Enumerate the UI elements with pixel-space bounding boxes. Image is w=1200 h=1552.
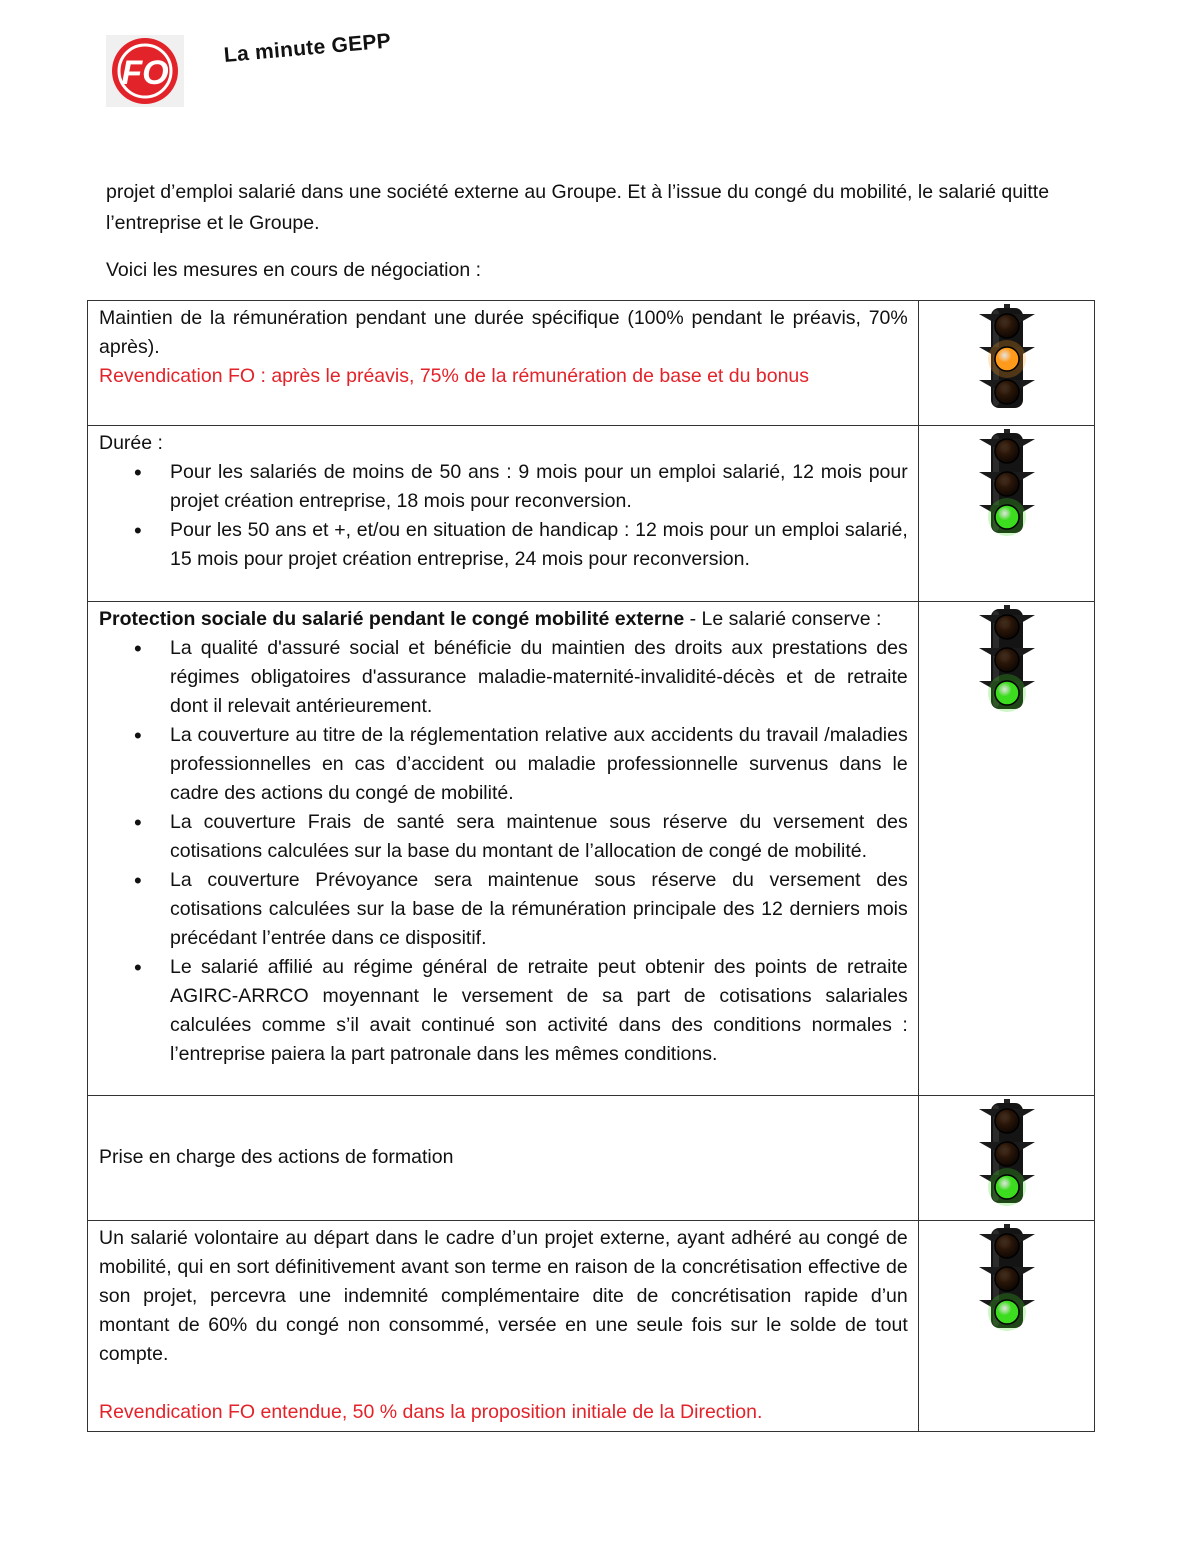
status-cell bbox=[918, 1096, 1094, 1221]
fo-claim: Revendication FO : après le préavis, 75% de la rémunération de base et du bonus bbox=[99, 365, 810, 387]
measure-cell bbox=[88, 426, 919, 602]
fo-logo bbox=[106, 35, 184, 107]
traffic-light-green-icon bbox=[971, 1224, 1043, 1341]
bullet-list bbox=[99, 458, 908, 574]
list-item: • La couverture Prévoyance sera maintenue sous réserve du versement des cotisations calculées sur la base de la rémunération principale des 12 derniers mois précédant l’entrée dans ce dispositif. bbox=[170, 866, 908, 953]
intro-paragraph: projet d’emploi salarié dans une société externe au Groupe. Et à l’issue du congé du mobilité, le salarié quitte l’entreprise et le Groupe. bbox=[106, 181, 1050, 234]
table-row bbox=[88, 301, 1095, 426]
traffic-light-green-icon bbox=[971, 1099, 1043, 1216]
table-row bbox=[88, 602, 1095, 1096]
list-item: • La qualité d'assuré social et bénéficie du maintien des droits aux prestations des régimes obligatoires d'assurance maladie-maternité-invalidité-décès et de retraite dont il relevait antérieurement. bbox=[170, 634, 908, 721]
measure-title-bold: Protection sociale du salarié pendant le congé mobilité externe bbox=[99, 608, 685, 630]
measure-title: Durée : bbox=[99, 432, 163, 454]
list-item: • Pour les salariés de moins de 50 ans : 9 mois pour un emploi salarié, 12 mois pour projet création entreprise, 18 mois pour reconversion. bbox=[170, 458, 908, 516]
measures-table bbox=[87, 300, 1095, 1432]
measure-cell bbox=[88, 602, 919, 1096]
fo-claim: Revendication FO entendue, 50 % dans la proposition initiale de la Direction. bbox=[99, 1401, 763, 1423]
traffic-light-orange-icon bbox=[971, 304, 1043, 421]
measure-cell bbox=[88, 1096, 919, 1221]
table-row bbox=[88, 1221, 1095, 1432]
list-item: • Pour les 50 ans et +, et/ou en situation de handicap : 12 mois pour un emploi salarié, 15 mois pour projet création entreprise, 24 mois pour reconversion. bbox=[170, 516, 908, 574]
measure-cell bbox=[88, 1221, 919, 1432]
list-item: • Le salarié affilié au régime général de retraite peut obtenir des points de retraite AGIRC-ARRCO moyennant le versement de sa part de cotisations salariales calculées comme s’il avait continué son activité dans des conditions normales : l’entreprise paiera la part patronale dans les mêmes conditions. bbox=[170, 953, 908, 1069]
intro bbox=[106, 177, 1096, 286]
status-cell bbox=[918, 602, 1094, 1096]
measure-text: Maintien de la rémunération pendant une durée spécifique (100% pendant le préavis, 70% après). bbox=[99, 307, 908, 358]
table-row bbox=[88, 1096, 1095, 1221]
status-cell bbox=[918, 1221, 1094, 1432]
status-cell bbox=[918, 426, 1094, 602]
traffic-light-green-icon bbox=[971, 429, 1043, 546]
measure-title-rest: - Le salarié conserve : bbox=[684, 608, 882, 630]
measure-text: Prise en charge des actions de formation bbox=[99, 1146, 454, 1168]
intro-lead: Voici les mesures en cours de négociation : bbox=[106, 259, 482, 281]
header-title: La minute GEPP bbox=[222, 29, 392, 67]
traffic-light-green-icon bbox=[971, 605, 1043, 722]
measure-cell bbox=[88, 301, 919, 426]
svg-text:FO: FO bbox=[121, 54, 169, 92]
bullet-list bbox=[99, 634, 908, 1069]
table-row bbox=[88, 426, 1095, 602]
list-item: • La couverture au titre de la réglementation relative aux accidents du travail /maladies professionnelles en cas d’accident ou maladie professionnelle survenus dans le cadre des actions du congé de mobilité. bbox=[170, 721, 908, 808]
measure-title bbox=[99, 605, 908, 634]
measure-text: Un salarié volontaire au départ dans le cadre d’un projet externe, ayant adhéré au congé de mobilité, qui en sort définitivement avant son terme en raison de la concrétisation effective de son projet, percevra une indemnité complémentaire dite de concrétisation rapide d’un montant de 60% du congé non consommé, versée en une seule fois sur le solde de tout compte. bbox=[99, 1227, 908, 1365]
status-cell bbox=[918, 301, 1094, 426]
list-item: • La couverture Frais de santé sera maintenue sous réserve du versement des cotisations calculées sur la base du montant de l’allocation de congé de mobilité. bbox=[170, 808, 908, 866]
